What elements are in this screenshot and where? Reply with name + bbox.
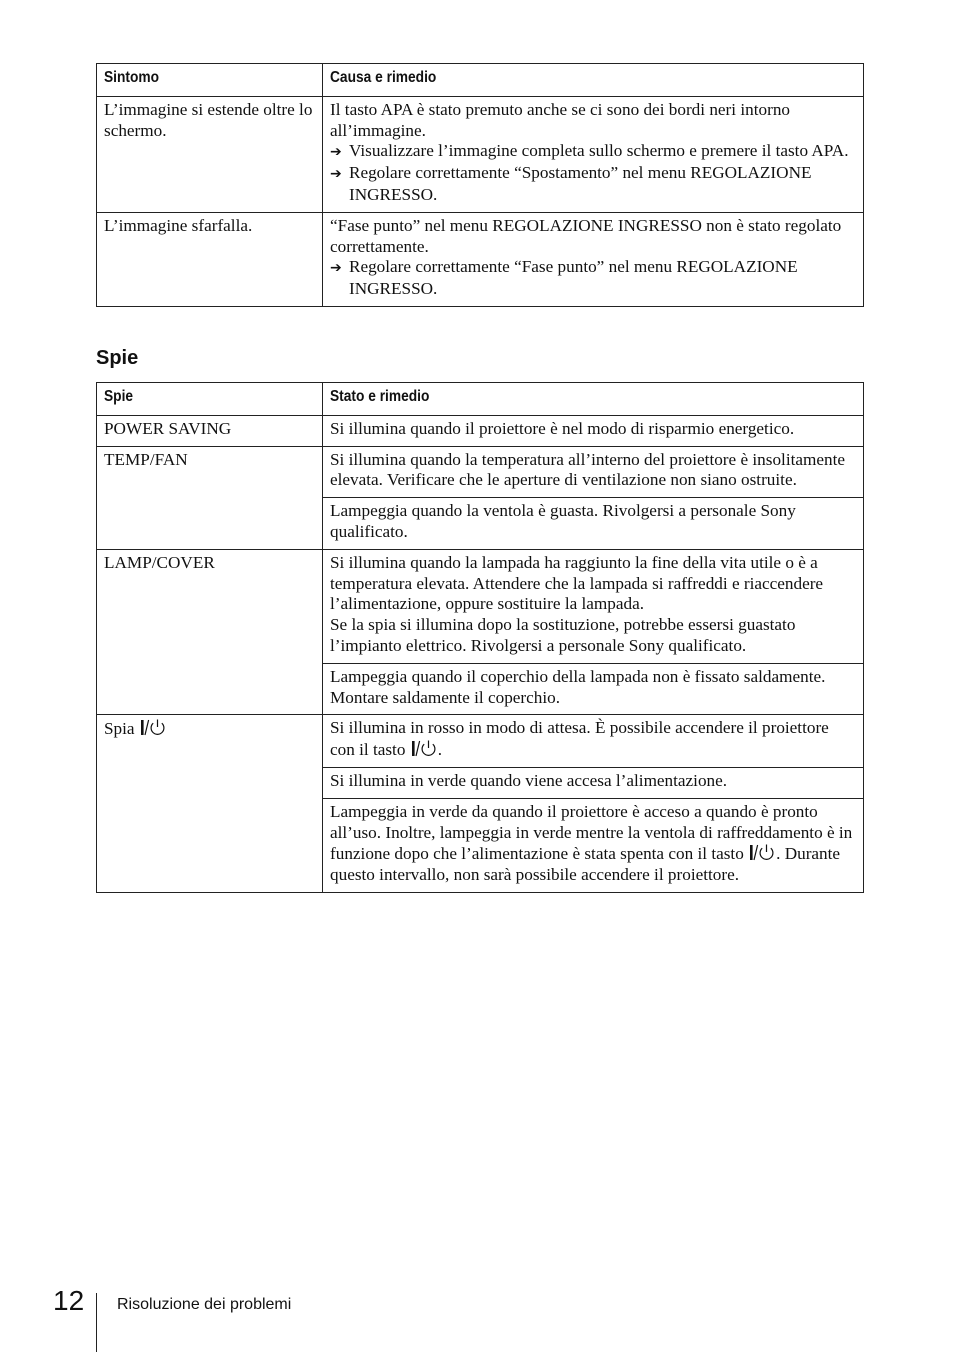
indicator-temp-fan: TEMP/FAN [97,446,323,549]
remedy-item: ➔ Regolare correttamente “Spostamento” nel menu REGOLAZIONE INGRESSO. [330,163,812,204]
status-cell: Lampeggia in verde da quando il proiettore è acceso a quando è pronto all’uso. Inoltre, lampeggia in verde mentre la ventola di raffreddamento è in funzione dopo che l’alimentazione è stata spenta con il tasto . Durante questo intervallo, non sarà possibile accendere il proiettore. [323,798,864,892]
table-row [97,549,864,663]
arrow-right-icon: ➔ [330,260,342,277]
power-standby-icon [140,718,166,736]
column-header-indicator: Spie [97,383,323,416]
status-cell: Lampeggia quando la ventola è guasta. Rivolgersi a personale Sony qualificato. [323,498,864,550]
table-row [97,415,864,446]
status-cell: Si illumina in rosso in modo di attesa. È possibile accendere il proiettore con il tasto . [323,715,864,768]
table-row [97,96,864,212]
status-cell: Si illumina quando il proiettore è nel modo di risparmio energetico. [323,415,864,446]
table-row [97,212,864,306]
indicator-power [97,715,323,893]
indicator-lamp-cover: LAMP/COVER [97,549,323,715]
cause-cell [323,96,864,212]
symptom-cell: L’immagine sfarfalla. [97,212,323,306]
indicators-table [96,382,864,893]
table-row [97,715,864,768]
column-header-cause: Causa e rimedio [323,64,864,97]
cause-text: “Fase punto” nel menu REGOLAZIONE INGRESSO non è stato regolato correttamente. [330,215,842,256]
arrow-right-icon: ➔ [330,166,342,183]
remedy-item: ➔ Regolare correttamente “Fase punto” nel menu REGOLAZIONE INGRESSO. [330,257,798,299]
cause-cell [323,212,864,306]
column-header-status: Stato e rimedio [323,383,864,416]
indicator-power-saving: POWER SAVING [97,415,323,446]
status-cell: Si illumina in verde quando viene accesa l’alimentazione. [323,767,864,798]
footer-divider [96,1293,97,1352]
footer-section-title: Risoluzione dei problemi [117,1296,292,1313]
status-cell [323,549,864,663]
column-header-symptom: Sintomo [97,64,323,97]
remedy-item: ➔ Visualizzare l’immagine completa sullo schermo e premere il tasto APA. [330,141,856,163]
table-header-row [97,383,864,416]
page-number: 12 [53,1285,85,1316]
status-cell: Lampeggia quando il coperchio della lampada non è fissato saldamente. Montare saldamente il coperchio. [323,663,864,715]
status-text: Se la spia si illumina dopo la sostituzione, potrebbe essersi guastato l’impianto elettrico. Rivolgersi a personale Sony qualificato. [330,615,796,655]
indicator-label: Spia [104,719,135,739]
status-text: Si illumina quando la lampada ha raggiunto la fine della vita utile o è a temperatura elevata. Attendere che la lampada si raffreddi e riaccendere l’alimentazione, oppure sostituire la lampada. [330,552,824,614]
symptom-cell: L’immagine si estende oltre lo schermo. [97,96,323,212]
power-standby-icon [411,739,437,757]
table-row [97,446,864,498]
troubleshooting-table [96,63,864,307]
section-title: Spie [96,347,139,369]
power-standby-icon [749,843,775,861]
table-header-row [97,64,864,97]
status-cell: Si illumina quando la temperatura all’interno del proiettore è insolitamente elevata. Verificare che le aperture di ventilazione non siano ostruite. [323,446,864,498]
cause-text: Il tasto APA è stato premuto anche se ci sono dei bordi neri intorno all’immagine. [330,99,791,140]
arrow-right-icon: ➔ [330,144,342,161]
